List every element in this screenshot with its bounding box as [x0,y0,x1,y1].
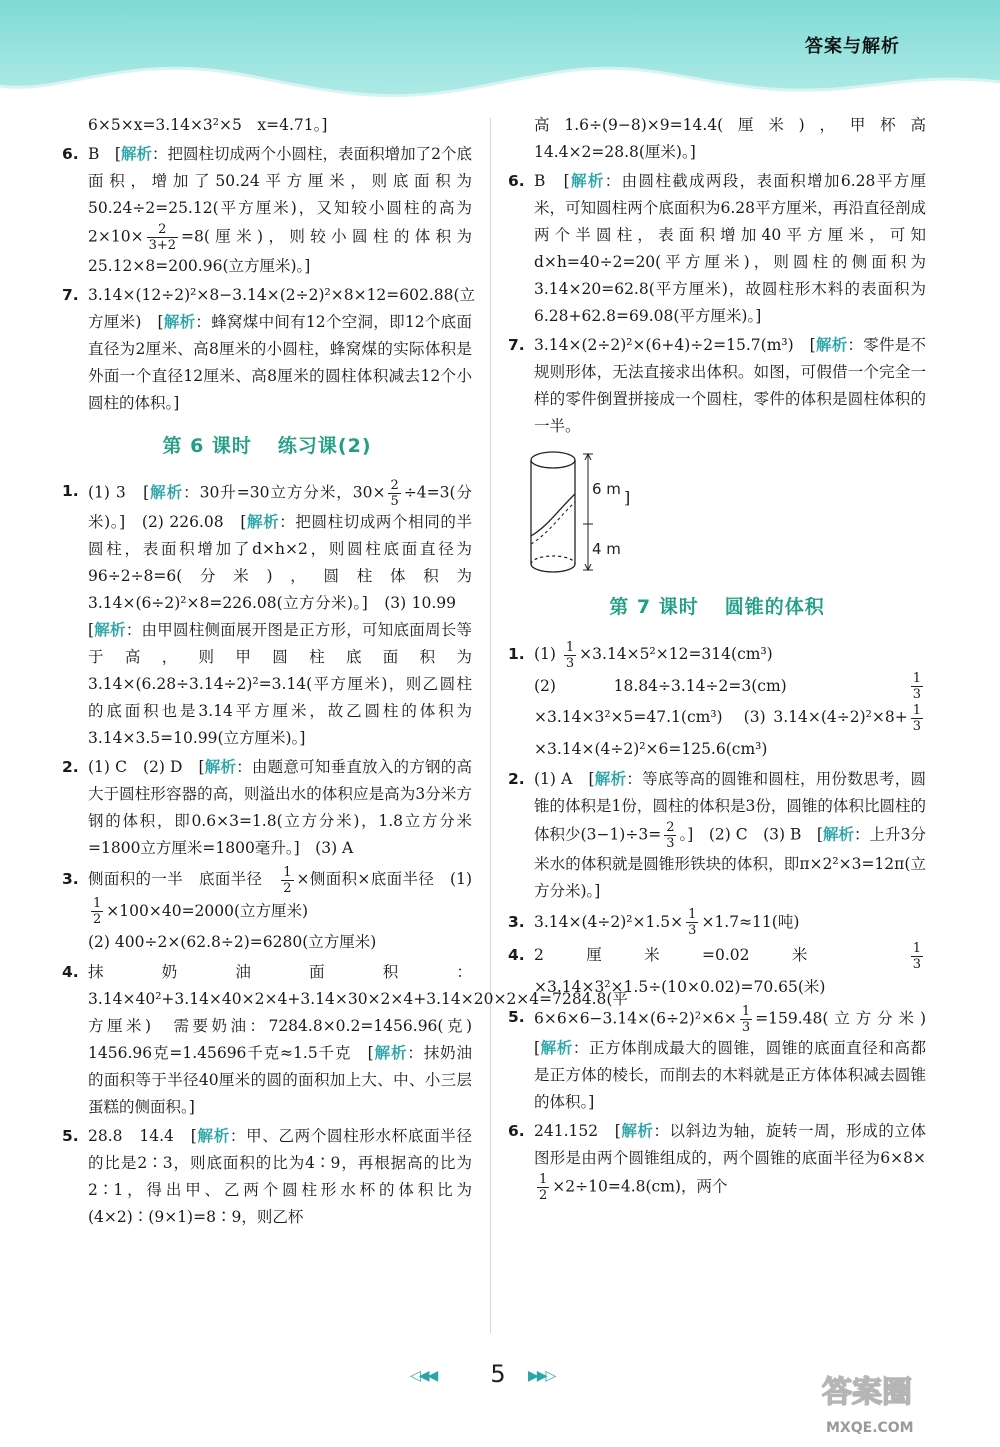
left-practice-1: 1. (1) 3 [解析：30升=30立方分米，30× $\frac{2}{5}$ ÷4=3(分米)。] (2) 226.08 [解析：把圆柱切成两个相同的半圆柱，表面积增加了d×h×2，则圆柱底面直径为96÷2÷8=6(分米)，圆柱体积为3.14×(6÷2)²×8=226.08(立方分米)。] (3) 10.99 [解析：由甲圆柱侧面展开图是正方形，可知底面周长等于高，则甲圆柱底面积为3.14×(6.28÷3.14÷2)²=3.14(平方厘米)，则乙圆柱的底面积也是3.14平方厘米，故乙圆柱的体积为3.14×3.5=10.99(立方厘米)。] [62,478,472,747]
right-cone-3: 3. 3.14×(4÷2)²×1.5× $\frac{1}{3}$ ×1.7≈11(吨) [508,907,800,938]
left-practice-4: 4. 抹奶油面积：3.14×40²+3.14×40×2×4+3.14×30×2×4+3.14×20×2×4=7284.8(平方厘米) 需要奶油：7284.8×0.2=1456.96(克) 1456.96克=1.45696千克≈1.5千克 [解析：抹奶油的面积等于半径40厘米的圆的面积加上大、中、小三层蛋糕的侧面积。] [62,959,472,1121]
item-number: 7. [508,336,525,354]
right-cone-5: 5. 6×6×6−3.14×(6÷2)²×6× $\frac{1}{3}$ =159.48(立方分米) [解析：正方体削成最大的圆锥，圆锥的底面直径和高都是正方体的棱长，而削去的木料就是正方体体积减去圆锥的体积。] [508,1003,942,1111]
column-divider [490,118,491,1333]
item-number: 6. [508,1121,525,1140]
label-4m: 4 m [592,540,621,558]
left-practice-3: 3. 侧面积的一半 底面半径 $\frac{1}{2}$ ×侧面积×底面半径 (1) $\frac{1}{2}$ ×100×40=2000(立方厘米) (2) 400÷2×(62.8÷2)=6280(立方厘米) [62,864,472,951]
fraction: $\frac{2}{5}$ [390,478,399,509]
prev-arrows-icon: ◁◀◀ [410,1368,437,1384]
right-column [508,112,942,1205]
right-cone-1: 1. (1) $\frac{1}{3}$ ×3.14×5²×12=314(cm³) (2) 18.84÷3.14÷2=3(cm) $\frac{1}{3}$ ×3.14×3²×5=47.1(cm³) (3) 3.14×(4÷2)²×8+ $\frac{1}{3}$ ×3.14×(4÷2)²×6=125.6(cm³) [508,639,921,758]
right-top-line: 高1.6÷(9−8)×9=14.4(厘米)，甲杯高14.4×2=28.8(厘米)。] [534,116,926,161]
left-answer-7: 7. 3.14×(12÷2)²×8−3.14×(2÷2)²×8×12=602.88(立方厘米) [解析：蜂窝煤中间有12个空洞，即12个底面直径为2厘米、高8厘米的小圆柱，蜂窝煤的实际体积是外面一个直径12厘米、高8厘米的圆柱体积减去12个小圆柱的体积。] [62,282,472,417]
item-number: 2. [62,758,79,776]
item-number: 2. [508,769,525,788]
bracket-close: ] [624,488,631,507]
header-title: 答案与解析 [805,36,900,57]
svg-text:答案圈: 答案圈 [822,1375,912,1410]
item-number: 7. [62,286,79,304]
item-number: 5. [62,1127,79,1145]
cylinder-figure [508,446,648,578]
analysis-text: ：蜂窝煤中间有12个空洞，即12个底面直径为2厘米、高8厘米的小圆柱，蜂窝煤的实际体积是外面一个直径12厘米、高8厘米的圆柱体积减去12个小圆柱的体积。] [88,313,472,412]
fraction: $\frac{1}{2}$ [93,896,102,927]
answer: 3.14×(12÷2)²×8−3.14×(2÷2)²×8×12=602.88(立方厘米) [88,286,476,331]
left-practice-2: 2. (1) C (2) D [解析：由题意可知垂直放入的方钢的高大于圆柱形容器的高，则溢出水的体积应是高为3分米方钢的体积，即0.6×3=1.8(立方分米)，1.8立方分米=1800立方厘米=1800毫升。] (3) A [62,754,472,862]
cylinder-diagram [508,446,926,578]
label-6m: 6 m [592,480,621,498]
item-number: 4. [62,963,79,981]
fraction: $\frac{1}{2}$ [283,864,292,896]
right-answer-7: 7. 3.14×(2÷2)²×(6+4)÷2=15.7(m³) [解析：零件是不规则形体，无法直接求出体积。如图，可假借一个完全一样的零件倒置拼接成一个圆柱，零件的体积是圆柱体积的一半。 [508,332,926,440]
watermark-logo [812,1370,992,1440]
right-cone-4: 4. 2厘米=0.02米 $\frac{1}{3}$ ×3.14×3²×1.5÷(10×0.02)=70.65(米) [508,940,921,996]
section-heading-lesson-7: 第 7 课时 圆锥的体积 [609,596,825,618]
item-number: 3. [508,912,525,931]
analysis-tag: 解析 [163,313,196,331]
fraction: $\frac{2}{3+2}$ [148,222,176,253]
svg-text:MXQE.COM: MXQE.COM [826,1420,914,1436]
right-cone-2: 2. (1) A [解析：等底等高的圆锥和圆柱，用份数思考，圆锥的体积是1份，圆柱的体积是3份，圆锥的体积比圆柱的体积少(3−1)÷3= $\frac{2}{3}$ 。] (2) C (3) B [解析：上升3分米水的体积就是圆锥形铁块的体积，即π×2²×3=12π(立方分米)。] [508,766,926,905]
item-number: 1. [62,482,79,500]
left-top-line: 6×5×x=3.14×3²×5 x=4.71。] [88,116,328,134]
left-practice-5: 5. 28.8 14.4 [解析：甲、乙两个圆柱形水杯底面半径的比是2∶3，则底面积的比为4∶9，再根据高的比为2∶1，得出甲、乙两个圆柱形水杯的体积比为(4×2)∶(9×1)=8∶9，则乙杯 [62,1123,472,1231]
analysis-tag: 解析 [120,145,152,163]
item-number: 3. [62,870,79,888]
section-heading-lesson-6: 第 6 课时 练习课(2) [162,435,372,457]
answer: B [88,145,100,163]
page-number: 5 [490,1360,506,1388]
right-cone-6: 6. 241.152 [解析：以斜边为轴，旋转一周，形成的立体图形是由两个圆锥组成的，两个圆锥的底面半径为6×8× $\frac{1}{2}$ ×2÷10=4.8(cm)，两个 [508,1118,926,1203]
item-number: 4. [508,946,525,964]
item-number: 6. [508,172,525,190]
item-number: 5. [508,1007,525,1026]
analysis-text: ：把圆柱切成两个小圆柱，表面积增加了2个底面积，增加了50.24平方厘米，则底面积为50.24÷2=25.12(平方厘米)，又知较小圆柱的高为2×10× [88,145,472,246]
next-arrows-icon: ▶▶▷ [528,1368,555,1384]
left-answer-6: 6. B [解析：把圆柱切成两个小圆柱，表面积增加了2个底面积，增加了50.24平方厘米，则底面积为50.24÷2=25.12(平方厘米)，又知较小圆柱的高为2×10× $\frac{2}{3+2}$ =8(厘米)，则较小圆柱的体积为25.12×8=200.96(立方厘米)。] [62,141,472,280]
item-number: 1. [508,645,525,663]
analysis-text: =8(厘米)，则较小圆柱的体积为25.12×8=200.96(立方厘米)。] [88,227,472,275]
item-number: 6. [62,145,79,163]
right-answer-6: 6. B [解析：由圆柱截成两段，表面积增加6.28平方厘米，可知圆柱两个底面积为6.28平方厘米，再沿直径剖成两个半圆柱，表面积增加40平方厘米，可知d×h=40÷2=20(平方厘米)，则圆柱的侧面积为3.14×20=62.8(平方厘米)，故圆柱形木料的表面积为6.28+62.8=69.08(平方厘米)。] [508,168,926,330]
